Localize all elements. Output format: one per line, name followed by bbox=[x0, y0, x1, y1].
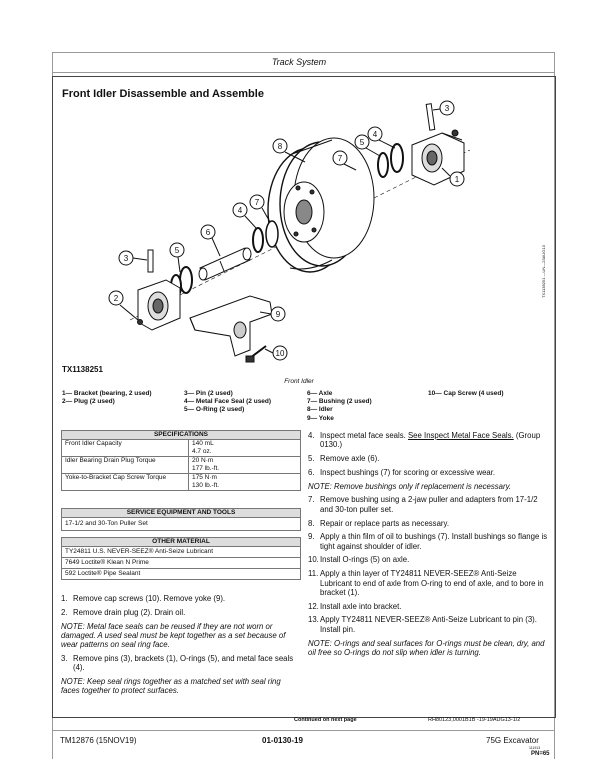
right-steps bbox=[308, 431, 548, 662]
note-reuse-seals: NOTE: Metal face seals can be reused if they are not worn or damaged. A used seal must be kept together as a set because of wear patterns on seal ring face. bbox=[61, 621, 286, 650]
right-metal-face-seal bbox=[391, 144, 403, 172]
spec-item: Yoke-to-Bracket Cap Screw Torque bbox=[62, 474, 189, 491]
spec-value: 20 N·m 177 lb.-ft. bbox=[189, 457, 301, 474]
callout-label: 7 bbox=[337, 154, 343, 163]
legend-col-3 bbox=[307, 390, 372, 423]
callout-label: 8 bbox=[277, 142, 283, 151]
legend-item: 5— O-Ring (2 used) bbox=[184, 406, 245, 414]
yoke-part bbox=[190, 296, 272, 356]
note-o-rings: NOTE: O-rings and seal surfaces for O-rings must be clean, dry, and oil free so O-rings do not slip when idler is turning. bbox=[308, 638, 545, 657]
footer-manual-id: TM12876 (15NOV19) bbox=[60, 736, 137, 745]
step-8: 8. Repair or replace parts as necessary. bbox=[308, 518, 449, 528]
callout-label: 6 bbox=[205, 228, 211, 237]
header-top-rule bbox=[52, 52, 555, 53]
exploded-view-illustration bbox=[100, 100, 555, 375]
left-bracket-part bbox=[138, 280, 181, 330]
legend-col-4 bbox=[428, 390, 504, 398]
right-o-ring bbox=[378, 153, 388, 177]
footer-page-number: PN=65 bbox=[531, 751, 550, 757]
figure-id: TX1138251 bbox=[62, 365, 103, 374]
section-header: Track System bbox=[271, 57, 327, 67]
tools-table bbox=[61, 508, 301, 531]
tools-heading: SERVICE EQUIPMENT AND TOOLS bbox=[62, 509, 301, 518]
callout-label: 4 bbox=[372, 130, 378, 139]
callout-3-right bbox=[433, 101, 454, 115]
callout-3-left bbox=[119, 251, 147, 265]
callout-label: 9 bbox=[275, 310, 281, 319]
step-4: 4. Inspect metal face seals. See Inspect Metal Face Seals. (Group 0130.) bbox=[308, 431, 541, 450]
left-bushing bbox=[266, 221, 278, 247]
legend-col-1 bbox=[62, 390, 152, 406]
step-3: 3. Remove pins (3), brackets (1), O-rings (5), and metal face seals (4). bbox=[61, 653, 294, 673]
callout-label: 5 bbox=[174, 246, 180, 255]
spec-item: Idler Bearing Drain Plug Torque bbox=[62, 457, 189, 474]
step-12: 12. Install axle into bracket. bbox=[308, 601, 402, 611]
inspect-seals-link[interactable]: See Inspect Metal Face Seals. bbox=[407, 431, 514, 440]
right-pin-part bbox=[426, 104, 435, 130]
step-1: 1. Remove cap screws (10). Remove yoke (9). bbox=[61, 594, 226, 603]
tool-item: 17-1/2 and 30-Ton Puller Set bbox=[62, 518, 301, 531]
idler-wheel-part bbox=[268, 138, 374, 272]
left-steps bbox=[61, 594, 301, 700]
continued-note: Continued on next page bbox=[294, 717, 357, 723]
left-pin-part bbox=[148, 250, 153, 272]
step-10: 10. Install O-rings (5) on axle. bbox=[308, 555, 410, 565]
callout-6 bbox=[201, 225, 220, 256]
legend-item: 3— Pin (2 used) bbox=[184, 390, 233, 397]
legend-item: 7— Bushing (2 used) bbox=[307, 398, 372, 406]
figure-caption: Front Idler bbox=[284, 378, 314, 385]
legend-item: 9— Yoke bbox=[307, 414, 334, 422]
spec-value: 140 mL 4.7 oz. bbox=[189, 440, 301, 457]
footer-rule bbox=[52, 730, 555, 731]
legend-col-2 bbox=[184, 390, 271, 415]
callout-10 bbox=[265, 346, 287, 360]
legend-item: 1— Bracket (bearing, 2 used) bbox=[62, 390, 152, 397]
step-2: 2. Remove drain plug (2). Drain oil. bbox=[61, 607, 186, 617]
step-6: 6. Inspect bushings (7) for scoring or excessive wear. bbox=[308, 467, 496, 477]
page-title: Front Idler Disassemble and Assemble bbox=[62, 88, 264, 100]
step-7: 7. Remove bushing using a 2-jaw puller and adapters from 17-1/2 and 30-ton puller set. bbox=[308, 495, 538, 514]
legend-item: 10— Cap Screw (4 used) bbox=[428, 390, 504, 397]
callout-7-left bbox=[250, 195, 270, 222]
callout-label: 3 bbox=[123, 254, 129, 263]
callout-label: 10 bbox=[275, 349, 285, 358]
table-row bbox=[62, 457, 301, 474]
callout-2 bbox=[109, 291, 138, 320]
callout-4-right bbox=[368, 127, 395, 148]
materials-table bbox=[61, 537, 301, 580]
axle-part bbox=[199, 248, 251, 280]
legend-item: 2— Plug (2 used) bbox=[62, 398, 115, 406]
step-11: 11. Apply a thin layer of TY24811 NEVER-SEEZ® Anti-Seize Lubricant to end of axle from O-ring to end of axle, and to bore in bracket (1). bbox=[308, 569, 544, 597]
table-row bbox=[62, 474, 301, 491]
footer-machine: 75G Excavator bbox=[486, 736, 539, 745]
callout-label: 5 bbox=[359, 138, 365, 147]
specifications-table bbox=[61, 430, 301, 491]
reference-code: RH80123,0001B1B -19-19AUG13-1/2 bbox=[428, 717, 521, 723]
material-item: 7649 Loctite® Klean N Prime bbox=[62, 558, 301, 569]
step-5: 5. Remove axle (6). bbox=[308, 454, 380, 464]
step-9: 9. Apply a thin film of oil to bushings (7). Install bushings so flange is tight against shoulder of idler. bbox=[308, 532, 548, 551]
spec-item: Front Idler Capacity bbox=[62, 440, 189, 457]
material-item: TY24811 U.S. NEVER-SEEZ® Anti-Seize Lubricant bbox=[62, 547, 301, 558]
legend-item: 8— Idler bbox=[307, 406, 333, 414]
callout-5-left bbox=[170, 243, 184, 272]
callout-label: 4 bbox=[237, 206, 243, 215]
header-bottom-rule bbox=[52, 72, 555, 73]
callout-label: 1 bbox=[454, 175, 460, 184]
callout-label: 3 bbox=[444, 104, 450, 113]
left-metal-face-seal-inner bbox=[253, 228, 263, 252]
materials-heading: OTHER MATERIAL bbox=[62, 538, 301, 547]
legend-item: 4— Metal Face Seal (2 used) bbox=[184, 398, 272, 406]
callout-label: 2 bbox=[113, 294, 119, 303]
specifications-heading: SPECIFICATIONS bbox=[62, 431, 301, 440]
note-keep-seals: NOTE: Keep seal rings together as a matched set with seal ring faces together to protect surfaces. bbox=[61, 677, 281, 696]
step-13: 13. Apply TY24811 NEVER-SEEZ® Anti-Seize Lubricant to pin (3). Install pin. bbox=[308, 615, 537, 634]
material-item: 592 Loctite® Pipe Sealant bbox=[62, 569, 301, 580]
table-row bbox=[62, 440, 301, 457]
footer-page-code: 01-0130-19 bbox=[262, 736, 303, 745]
figure-side-code: TX1138251 —UN—23AUG13 bbox=[541, 245, 546, 298]
note-bushings: NOTE: Remove bushings only if replacement is necessary. bbox=[308, 481, 512, 491]
spec-value: 175 N·m 130 lb.-ft. bbox=[189, 474, 301, 491]
footer-date-code: 111913 bbox=[529, 746, 541, 750]
callout-label: 7 bbox=[254, 198, 260, 207]
legend-item: 6— Axle bbox=[307, 390, 333, 397]
